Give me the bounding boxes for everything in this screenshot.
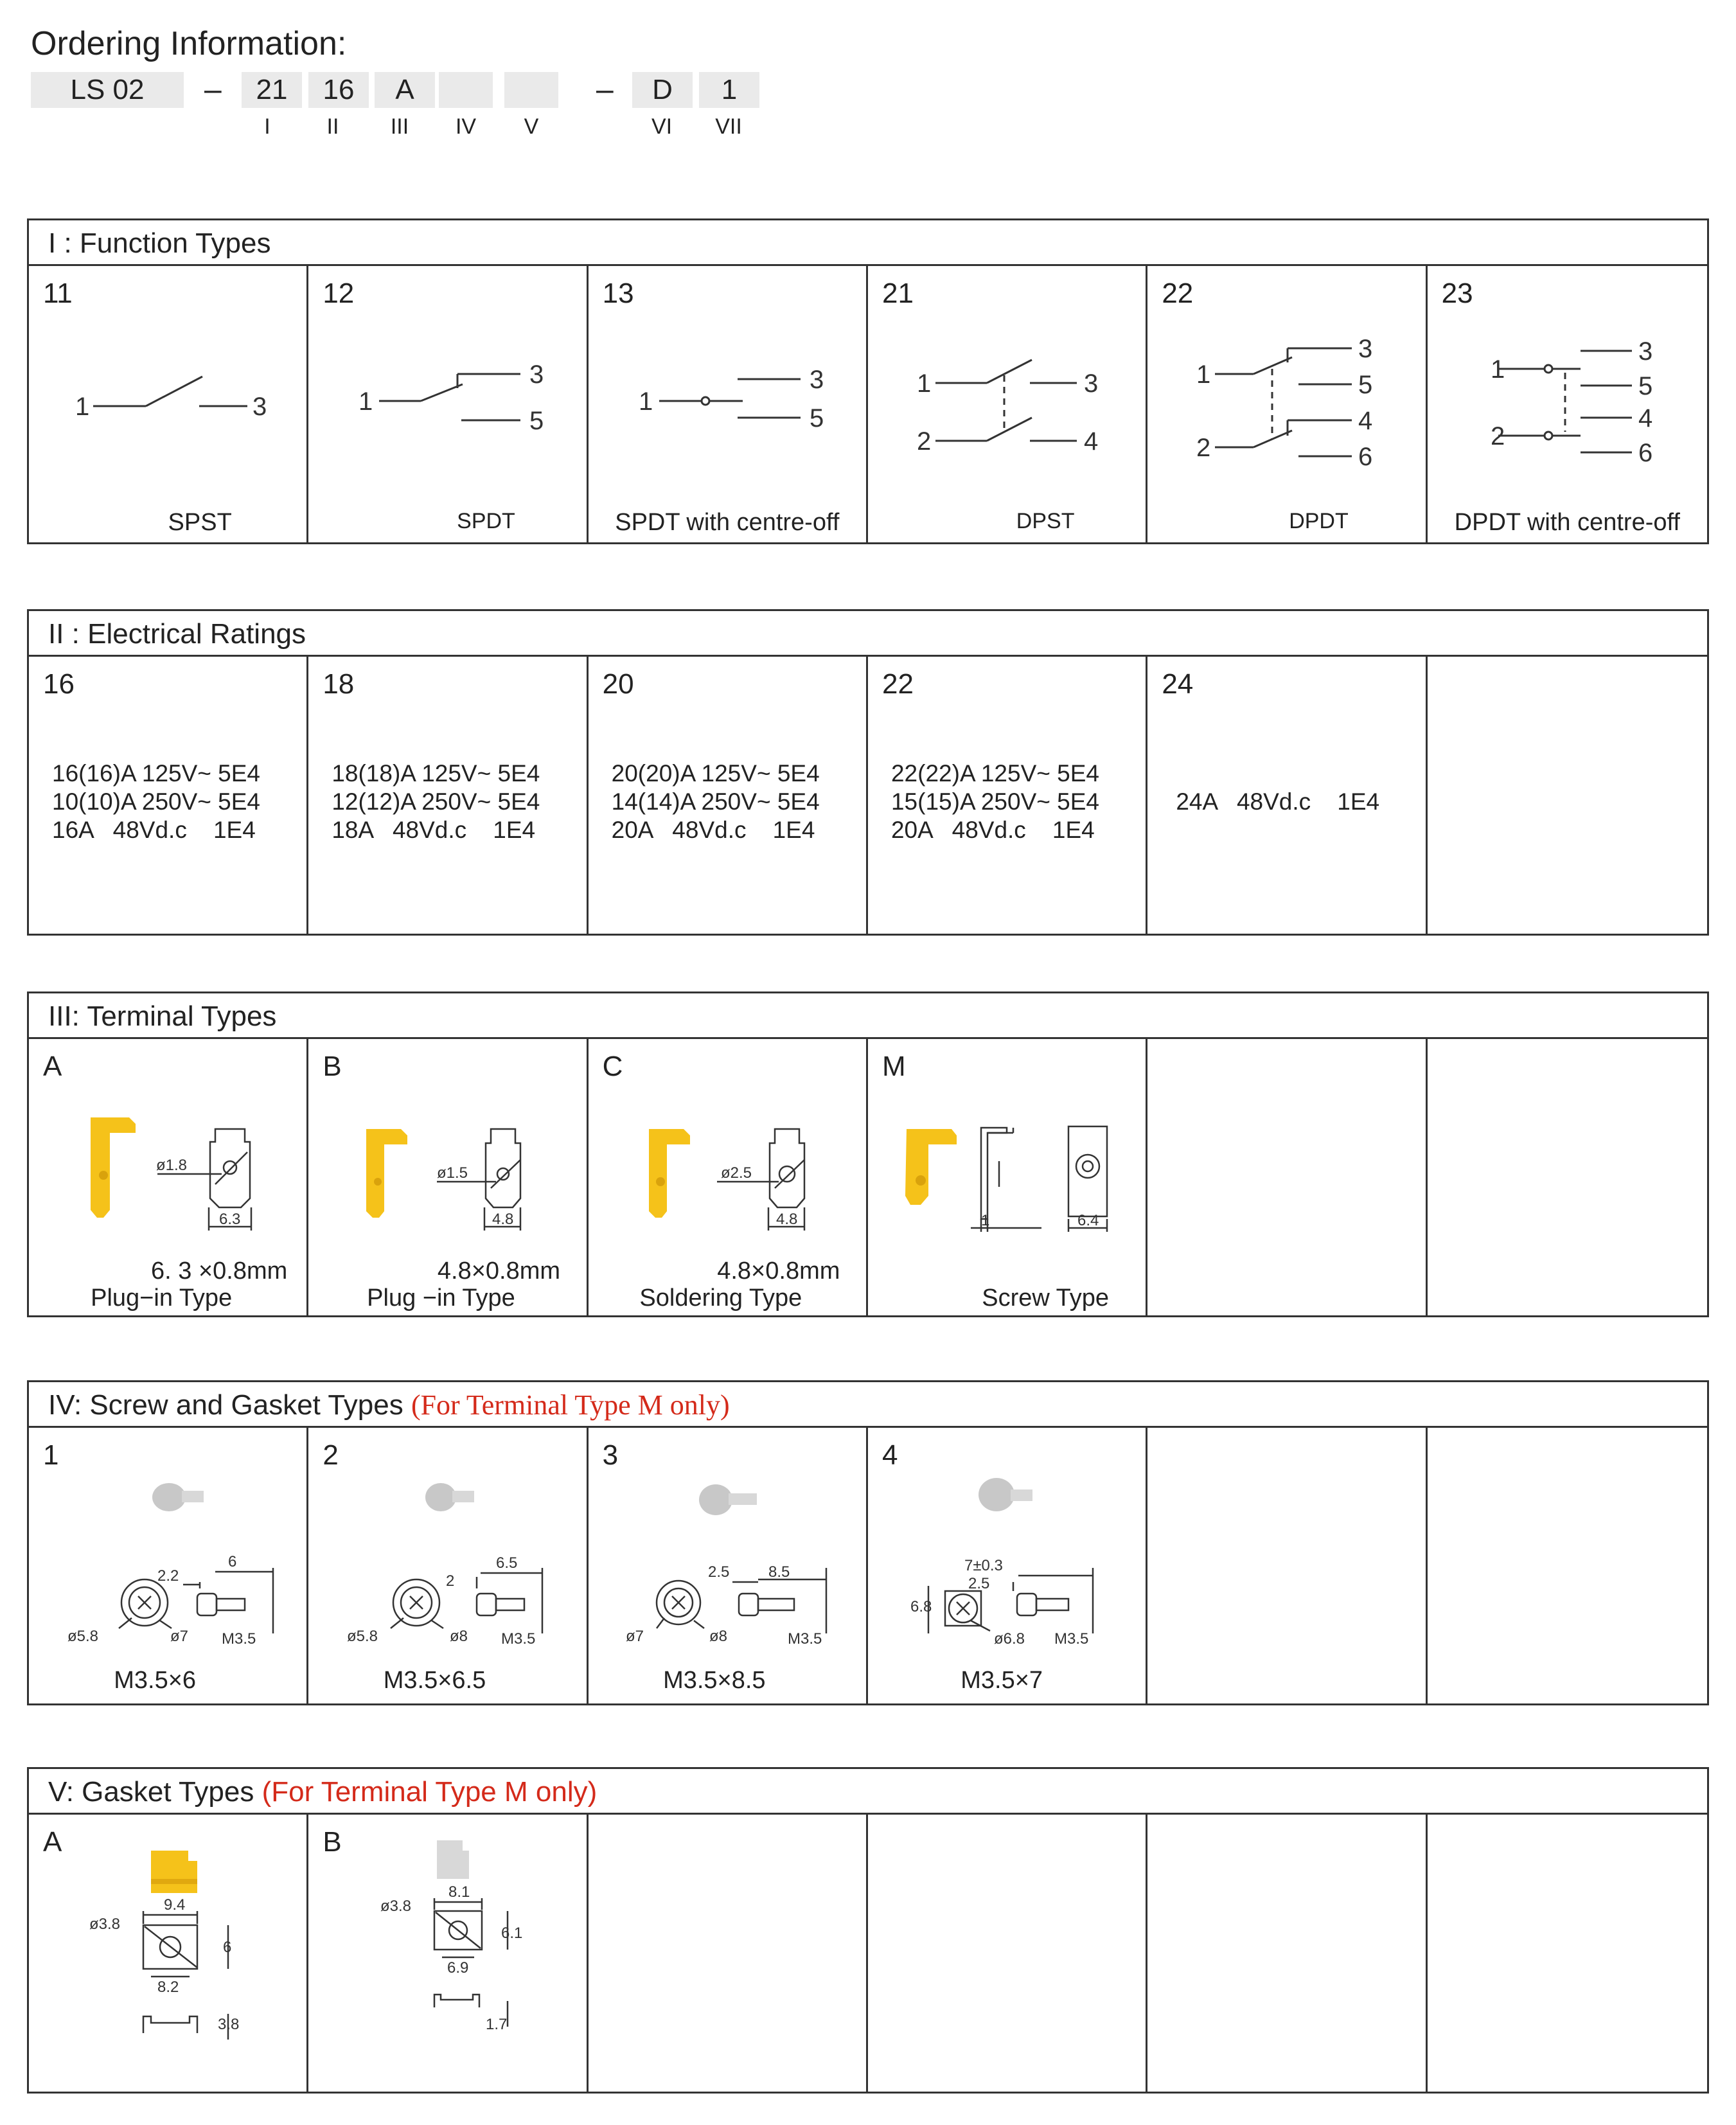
- terminal-cell-empty: [1428, 1039, 1707, 1315]
- roman-label: V: [524, 114, 539, 139]
- dim-label: 6.1: [501, 1925, 523, 1942]
- cell-id: 2: [323, 1439, 339, 1471]
- function-cell-23: [1428, 266, 1707, 542]
- roman-label: II: [326, 114, 339, 139]
- rating-line: 16A 48Vd.c 1E4: [52, 817, 256, 843]
- terminal-drawing: [868, 1039, 1148, 1315]
- cell-id: 18: [323, 668, 355, 700]
- dim-label: 6: [228, 1553, 237, 1570]
- dim-label: 3.8: [218, 2016, 240, 2033]
- rating-cell-18: [308, 657, 588, 934]
- section-heading: [29, 1769, 1707, 1815]
- cell-id: B: [323, 1826, 342, 1858]
- section-title: V: Gasket Types: [48, 1776, 262, 1808]
- electrical-ratings-section: [27, 609, 1709, 936]
- function-cell-22: [1147, 266, 1427, 542]
- rating-line: 22(22)A 125V~ 5E4: [890, 760, 1099, 787]
- dim-label: ø8: [450, 1628, 468, 1645]
- terminal-cell-a: [29, 1039, 308, 1315]
- cell-id: 13: [602, 278, 634, 309]
- dim-label: ø5.8: [67, 1628, 99, 1645]
- code-series: LS 02: [31, 72, 184, 108]
- pin-label: 1: [916, 369, 932, 398]
- yellow-terminal-icon: [649, 1129, 690, 1218]
- code-screw: [439, 72, 493, 108]
- screw-cell-empty: [1428, 1428, 1707, 1703]
- rating-line: 20A 48Vd.c 1E4: [611, 817, 815, 843]
- pin-label: 4: [1083, 427, 1099, 456]
- cell-id: 3: [602, 1439, 619, 1471]
- pin-label: 3: [1358, 335, 1373, 363]
- dpdt-symbol: [1147, 266, 1428, 542]
- yellow-terminal-icon: [91, 1117, 136, 1218]
- screw-cell-4: [868, 1428, 1147, 1703]
- pin-label: 4: [1638, 404, 1652, 432]
- cell-id: 1: [43, 1439, 59, 1471]
- cell-id: M: [881, 1051, 906, 1082]
- screw-photo-icon: [152, 1483, 204, 1511]
- rating-line: 12(12)A 250V~ 5E4: [332, 788, 540, 815]
- pin-label: 2: [1490, 422, 1505, 450]
- pin-label: 1: [638, 387, 653, 416]
- dim-label: ø3.8: [380, 1898, 412, 1915]
- rating-line: 18(18)A 125V~ 5E4: [332, 760, 540, 787]
- cell-id: B: [323, 1051, 342, 1082]
- cell-id: 22: [1162, 278, 1194, 309]
- screw-drawing: [589, 1428, 869, 1703]
- terminal-cell-m: [868, 1039, 1147, 1315]
- rating-line: 16(16)A 125V~ 5E4: [52, 760, 261, 787]
- screw-drawing: [308, 1428, 589, 1703]
- dim-label: 6.8: [910, 1598, 932, 1615]
- cell-id: A: [43, 1826, 62, 1858]
- cell-caption: DPDT: [1289, 509, 1349, 533]
- gasket-cell-b: [308, 1815, 588, 2092]
- function-cell-21: [868, 266, 1147, 542]
- dim-label: 4.8: [775, 1211, 798, 1228]
- pin-label: 3: [252, 393, 267, 421]
- cell-caption: DPST: [1016, 509, 1075, 533]
- cell-id: A: [43, 1051, 62, 1082]
- grey-gasket-icon: [437, 1840, 469, 1879]
- section-note: (For Terminal Type M only): [411, 1389, 730, 1421]
- pin-label: 1: [75, 393, 90, 421]
- gasket-types-section: [27, 1767, 1709, 2094]
- dim-label: 6: [223, 1939, 232, 1956]
- pin-label: 6: [1638, 439, 1652, 467]
- screw-photo-icon: [425, 1483, 474, 1511]
- function-types-section: [27, 218, 1709, 544]
- pin-label: 3: [1083, 369, 1099, 398]
- pin-label: 1: [359, 387, 373, 416]
- section-heading: II : Electrical Ratings: [29, 611, 1707, 657]
- rating-line: 18A 48Vd.c 1E4: [332, 817, 536, 843]
- dim-label: 8.1: [448, 1883, 470, 1901]
- dim-label: 6.3: [219, 1211, 241, 1228]
- cell-id: 12: [323, 278, 355, 309]
- cell-id: 20: [602, 668, 634, 700]
- dim-label: 4.8: [492, 1211, 514, 1228]
- cell-caption: M3.5×8.5: [663, 1667, 766, 1694]
- dim-label: 1.7: [486, 2016, 508, 2033]
- dim-label: ø3.8: [89, 1916, 121, 1933]
- yellow-terminal-icon: [366, 1129, 407, 1218]
- terminal-cell-b: [308, 1039, 588, 1315]
- dim-label: 6.9: [447, 1959, 469, 1977]
- cell-caption: Plug −in Type: [367, 1285, 515, 1311]
- section-heading: [29, 1382, 1707, 1428]
- gasket-drawing: [308, 1815, 589, 2092]
- rating-cell-24: [1147, 657, 1427, 934]
- section-heading: III: Terminal Types: [29, 993, 1707, 1039]
- dim-label: M3.5: [222, 1630, 256, 1648]
- section-note: (For Terminal Type M only): [261, 1776, 598, 1808]
- code-gasket: [504, 72, 558, 108]
- dim-label: 2.5: [968, 1575, 990, 1592]
- code-terminal: A: [375, 72, 435, 108]
- gasket-drawing: [29, 1815, 309, 2092]
- cell-caption: SPDT: [457, 509, 515, 533]
- pin-label: 2: [916, 427, 932, 456]
- code-function: 21: [242, 72, 302, 108]
- pin-label: 5: [1358, 371, 1373, 399]
- spst-symbol: [29, 266, 309, 542]
- spdt-symbol: [308, 266, 589, 542]
- dim-label: 6.5: [496, 1554, 518, 1572]
- dim-label: 2.5: [707, 1563, 730, 1581]
- dim-label: 2.2: [157, 1567, 179, 1585]
- gasket-cell-empty: [1428, 1815, 1707, 2092]
- size-label: 6. 3 ×0.8mm: [151, 1258, 288, 1285]
- gasket-cell-empty: [589, 1815, 868, 2092]
- cell-id: C: [602, 1051, 623, 1082]
- dim-label: ø2.5: [720, 1164, 752, 1182]
- dash: –: [204, 73, 222, 107]
- screw-drawing: [29, 1428, 309, 1703]
- dpst-symbol: [868, 266, 1148, 542]
- rating-cell-empty: [1428, 657, 1707, 934]
- screw-cell-empty: [1147, 1428, 1427, 1703]
- yellow-gasket-icon: [151, 1851, 197, 1893]
- rating-cell-20: [589, 657, 868, 934]
- roman-label: IV: [455, 114, 477, 139]
- dim-label: ø6.8: [993, 1630, 1025, 1648]
- cell-caption: M3.5×6.5: [383, 1667, 486, 1694]
- rating-line: 24A 48Vd.c 1E4: [1176, 788, 1380, 815]
- spdt-centre-off-symbol: [589, 266, 869, 542]
- screw-cell-3: [589, 1428, 868, 1703]
- roman-label: VII: [715, 114, 742, 139]
- roman-label: VI: [651, 114, 673, 139]
- code-rating: 16: [308, 72, 369, 108]
- dim-label: M3.5: [787, 1630, 822, 1648]
- terminal-cell-empty: [1147, 1039, 1427, 1315]
- rating-line: 14(14)A 250V~ 5E4: [611, 788, 820, 815]
- dpdt-centre-off-symbol: [1428, 266, 1708, 542]
- pin-label: 1: [1196, 360, 1211, 389]
- dim-label: 7±0.3: [964, 1557, 1003, 1574]
- dim-label: ø8: [709, 1628, 727, 1645]
- cell-caption: M3.5×6: [114, 1667, 197, 1694]
- pin-label: 2: [1196, 434, 1211, 462]
- terminal-cell-c: [589, 1039, 868, 1315]
- terminal-types-section: [27, 991, 1709, 1317]
- dim-label: ø5.8: [347, 1628, 378, 1645]
- screw-drawing: [868, 1428, 1148, 1703]
- yellow-terminal-icon: [905, 1129, 957, 1205]
- pin-label: 3: [809, 366, 824, 394]
- screw-cell-1: [29, 1428, 308, 1703]
- screw-photo-icon: [979, 1478, 1032, 1511]
- cell-id: 22: [881, 668, 914, 700]
- cell-id: 23: [1441, 278, 1473, 309]
- pin-label: 1: [1490, 355, 1505, 384]
- cell-id: 16: [43, 668, 75, 700]
- pin-label: 5: [809, 404, 824, 432]
- cell-id: 4: [881, 1439, 898, 1471]
- dim-label: ø7: [625, 1628, 644, 1645]
- cell-caption: Plug−in Type: [91, 1285, 233, 1311]
- cell-caption: DPDT with centre-off: [1454, 509, 1680, 536]
- cell-id: 21: [881, 278, 914, 309]
- gasket-cell-empty: [1147, 1815, 1427, 2092]
- dim-label: M3.5: [1054, 1630, 1089, 1648]
- rating-cell-22: [868, 657, 1147, 934]
- rating-line: 10(10)A 250V~ 5E4: [52, 788, 261, 815]
- pin-label: 5: [1638, 372, 1652, 400]
- cell-id: 24: [1162, 668, 1194, 700]
- screw-gasket-section: [27, 1380, 1709, 1705]
- cell-caption: Soldering Type: [639, 1285, 802, 1311]
- pin-label: 3: [1638, 337, 1652, 366]
- code-vii: 1: [699, 72, 759, 108]
- function-cell-12: [308, 266, 588, 542]
- dim-label: 2: [446, 1572, 455, 1590]
- pin-label: 4: [1358, 407, 1373, 435]
- dash: –: [596, 73, 614, 107]
- dim-label: 8.2: [157, 1978, 179, 1996]
- dim-label: ø1.8: [156, 1157, 188, 1174]
- cell-id: 11: [43, 278, 73, 309]
- size-label: 4.8×0.8mm: [717, 1258, 840, 1285]
- screw-photo-icon: [699, 1484, 757, 1515]
- rating-line: 20A 48Vd.c 1E4: [890, 817, 1095, 843]
- code-vi: D: [632, 72, 693, 108]
- size-label: 4.8×0.8mm: [437, 1258, 561, 1285]
- section-heading: I : Function Types: [29, 220, 1707, 266]
- dim-label: 6.4: [1077, 1212, 1099, 1229]
- rating-cell-16: [29, 657, 308, 934]
- pin-label: 5: [529, 407, 544, 435]
- rating-line: 20(20)A 125V~ 5E4: [611, 760, 820, 787]
- function-cell-11: [29, 266, 308, 542]
- cell-caption: Screw Type: [982, 1285, 1110, 1311]
- dim-label: 9.4: [164, 1896, 186, 1914]
- cell-caption: SPST: [168, 509, 232, 536]
- roman-label: III: [390, 114, 409, 139]
- cell-caption: M3.5×7: [961, 1667, 1043, 1694]
- gasket-cell-a: [29, 1815, 308, 2092]
- dim-label: ø1.5: [437, 1164, 468, 1182]
- dim-label: ø7: [170, 1628, 189, 1645]
- rating-line: 15(15)A 250V~ 5E4: [890, 788, 1099, 815]
- gasket-cell-empty: [868, 1815, 1147, 2092]
- roman-label: I: [264, 114, 270, 139]
- pin-label: 6: [1358, 443, 1373, 471]
- pin-label: 3: [529, 360, 544, 389]
- section-title: IV: Screw and Gasket Types: [48, 1389, 411, 1421]
- dim-label: 8.5: [768, 1563, 790, 1581]
- function-cell-13: [589, 266, 868, 542]
- ordering-title: Ordering Information:: [31, 25, 347, 62]
- dim-label: 1: [980, 1212, 990, 1229]
- screw-cell-2: [308, 1428, 588, 1703]
- cell-caption: SPDT with centre-off: [615, 509, 840, 536]
- dim-label: M3.5: [501, 1630, 536, 1648]
